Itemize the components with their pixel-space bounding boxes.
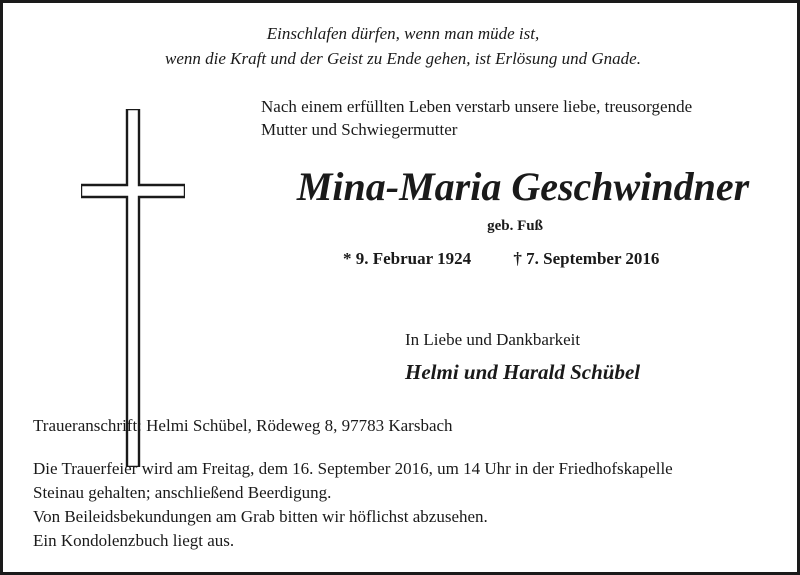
funeral-info-line-2: Steinau gehalten; anschließend Beerdigung. [33,483,332,502]
funeral-info-line-3: Von Beileidsbekundungen am Grab bitten wir höflichst abzusehen. [33,507,488,526]
dedication-line: In Liebe und Dankbarkeit [405,330,581,349]
intro-line-1: Nach einem erfüllten Leben verstarb unsere liebe, treusorgende [261,97,693,116]
poem-line-2: wenn die Kraft und der Geist zu Ende gehen, ist Erlösung und Gnade. [165,49,641,68]
funeral-info [33,457,783,553]
birth-name: geb. Fuß [487,218,543,234]
deceased-name: Mina-Maria Geschwindner [296,164,750,209]
birth-date: * 9. Februar 1924 [343,249,472,268]
poem [3,21,800,71]
intro-text [261,95,781,141]
death-date: † 7. September 2016 [513,249,660,268]
funeral-info-line-4: Ein Kondolenzbuch liegt aus. [33,531,235,550]
mourning-address: Traueranschrift: Helmi Schübel, Rödeweg 8, 97783 Karsbach [33,416,453,435]
funeral-info-line-1: Die Trauerfeier wird am Freitag, dem 16. September 2016, um 14 Uhr in der Friedhofskapelle [33,459,673,478]
mourner-names: Helmi und Harald Schübel [405,360,641,384]
poem-line-1: Einschlafen dürfen, wenn man müde ist, [266,24,540,43]
intro-line-2: Mutter und Schwiegermutter [261,120,458,139]
life-dates [343,247,659,271]
